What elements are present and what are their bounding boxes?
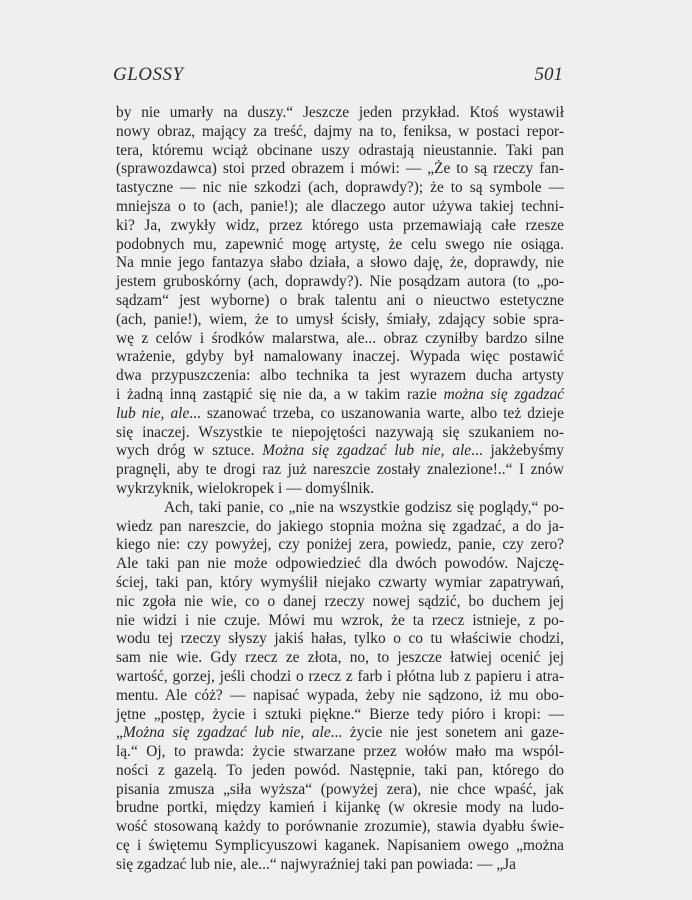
text-line: sam nie wie. Gdy rzecz ze złota, no, to jeszcze łatwiej ocenić jej xyxy=(116,649,564,667)
italic-phrase: Można się zgadzać lub nie, ale xyxy=(122,724,331,742)
italic-phrase: można się zgadzać xyxy=(443,385,564,403)
text-line: wrażenie, gdyby był namalowany inaczej. Wypada więc postawić xyxy=(116,348,564,366)
text-line: ki? Ja, zwykły widz, przez którego usta przemawiają całe rzesze xyxy=(116,216,564,234)
text-line: się inaczej. Wszystkie te niepojętości nazywają się szukaniem no- xyxy=(116,423,564,441)
text-line: podobnych mu, zapewnić mogę artystę, że celu swego nie osiąga. xyxy=(116,235,564,253)
text-line: lub nie, ale... szanować trzeba, co uszanowania warte, albo też dzieje xyxy=(116,404,564,422)
text-line: nic zgoła nie wie, co o danej rzeczy nowej sądzić, bo duchem jej xyxy=(116,592,564,610)
text-line: pragnęli, aby te drogi raz już nareszcie zostały znalezione!..“ I znów xyxy=(116,461,564,479)
text-line: nowy obraz, mający za treść, dajmy na to, feniksa, w postaci repor- xyxy=(116,122,564,140)
italic-phrase: Można się zgadzać lub nie, ale xyxy=(262,442,472,460)
text-line: Ach, taki panie, co „nie na wszystkie godzisz się poglądy,“ po- xyxy=(164,498,564,516)
text-line: by nie umarły na duszy.“ Jeszcze jeden przykład. Ktoś wystawił xyxy=(116,104,564,121)
text-line: Na mnie jego fantazya słabo działa, a słowo daję, że, doprawdy, nie xyxy=(116,254,564,272)
page-number: 501 xyxy=(534,64,563,85)
body-text xyxy=(116,104,564,875)
italic-phrase: lub nie, ale xyxy=(116,404,190,422)
text-line: się zgadzać lub nie, ale...“ najwyraźniej taki pan powiada: — „Ja xyxy=(116,855,516,873)
text-line: pisania zmusza „siła wyższa“ (powyżej zera), nie chce wpaść, jak xyxy=(116,780,564,798)
text-line: wość stosowaną każdy to porównanie zrozumie), stawia dyabłu świe- xyxy=(116,818,564,836)
text-line: wykrzyknik, wielokropek i — domyślnik. xyxy=(116,479,375,497)
text-line: lą.“ Oj, to prawda: życie stwarzane przez wołów mało ma wspól- xyxy=(116,743,564,761)
text-line: Ale taki pan nie może odpowiedzieć dla dwóch powodów. Najczę- xyxy=(116,555,564,573)
text-line: wodu tej rzeczy słyszy jakiś hałas, tylko o co tu właściwie chodzi, xyxy=(116,630,564,648)
text-line: (sprawozdawca) stoi przed obrazem i mówi: — „Że to są rzeczy fan- xyxy=(116,160,564,178)
text-line: wę z celów i środków malarstwa, ale... obraz czyniłby bardzo silne xyxy=(116,329,564,347)
text-line: kiego nie: czy powyżej, czy poniżej zera, powiedz, panie, czy zero? xyxy=(116,536,564,554)
text-line: wartość, gorzej, jeśli chodzi o rzecz z farb i płótna lub z papieru i atra- xyxy=(116,667,564,685)
text-line: mniejsza o to (ach, panie!); ale dlaczego autor używa takiej techni- xyxy=(116,197,564,215)
text-line: mentu. Ale cóż? — napisać wypada, żeby nie sądzono, iż mu obo- xyxy=(116,686,564,704)
text-line: tastyczne — nic nie szkodzi (ach, doprawdy?); że to są symbole — xyxy=(116,179,564,197)
text-line: cę i świętemu Symplicyuszowi kaganek. Napisaniem owego „można xyxy=(116,837,564,855)
text-line: wiedz pan nareszcie, do jakiego stopnia można się zgadzać, a do ja- xyxy=(116,517,564,535)
text-line: wych dróg w sztuce. Można się zgadzać lub nie, ale... jakżebyśmy xyxy=(116,442,565,460)
text-line: (ach, panie!), wiem, że to umysł ścisły, śmiały, zdający sobie spra- xyxy=(116,310,564,328)
text-line: brudne portki, między kamień i kijankę (w okresie mody na ludo- xyxy=(116,799,564,817)
text-line: sądzam“ jest wyborne) o brak talentu ani o nieuctwo estetyczne xyxy=(116,291,564,309)
text-line: „Można się zgadzać lub nie, ale... życie nie jest sonetem ani gaze- xyxy=(116,724,564,742)
text-line: dwa przypuszczenia: albo technika ta jest wyrazem ducha artysty xyxy=(116,367,564,385)
text-line: jestem gruboskórny (ach, doprawdy?). Nie posądzam autora (to „po- xyxy=(116,273,564,291)
text-line: nie widzi i nie czuje. Mówi mu wzrok, że ta rzecz istnieje, z po- xyxy=(116,611,564,629)
text-line: i żadną inną zastąpić się nie da, a w takim razie można się zgadzać xyxy=(116,385,564,403)
running-head xyxy=(113,64,563,86)
text-line: jętne „postęp, życie i sztuki piękne.“ Bierze tedy pióro i kropi: — xyxy=(116,705,564,723)
text-line: tera, któremu wciąż obcinane uszy odrastają nieustannie. Taki pan xyxy=(116,141,564,159)
text-line: ności z gazelą. To jeden powód. Następnie, taki pan, którego do xyxy=(116,761,564,779)
running-title: GLOSSY xyxy=(113,64,184,85)
text-line: ściej, taki pan, który wymyślił niejako czwarty wymiar zapatrywań, xyxy=(116,573,564,591)
